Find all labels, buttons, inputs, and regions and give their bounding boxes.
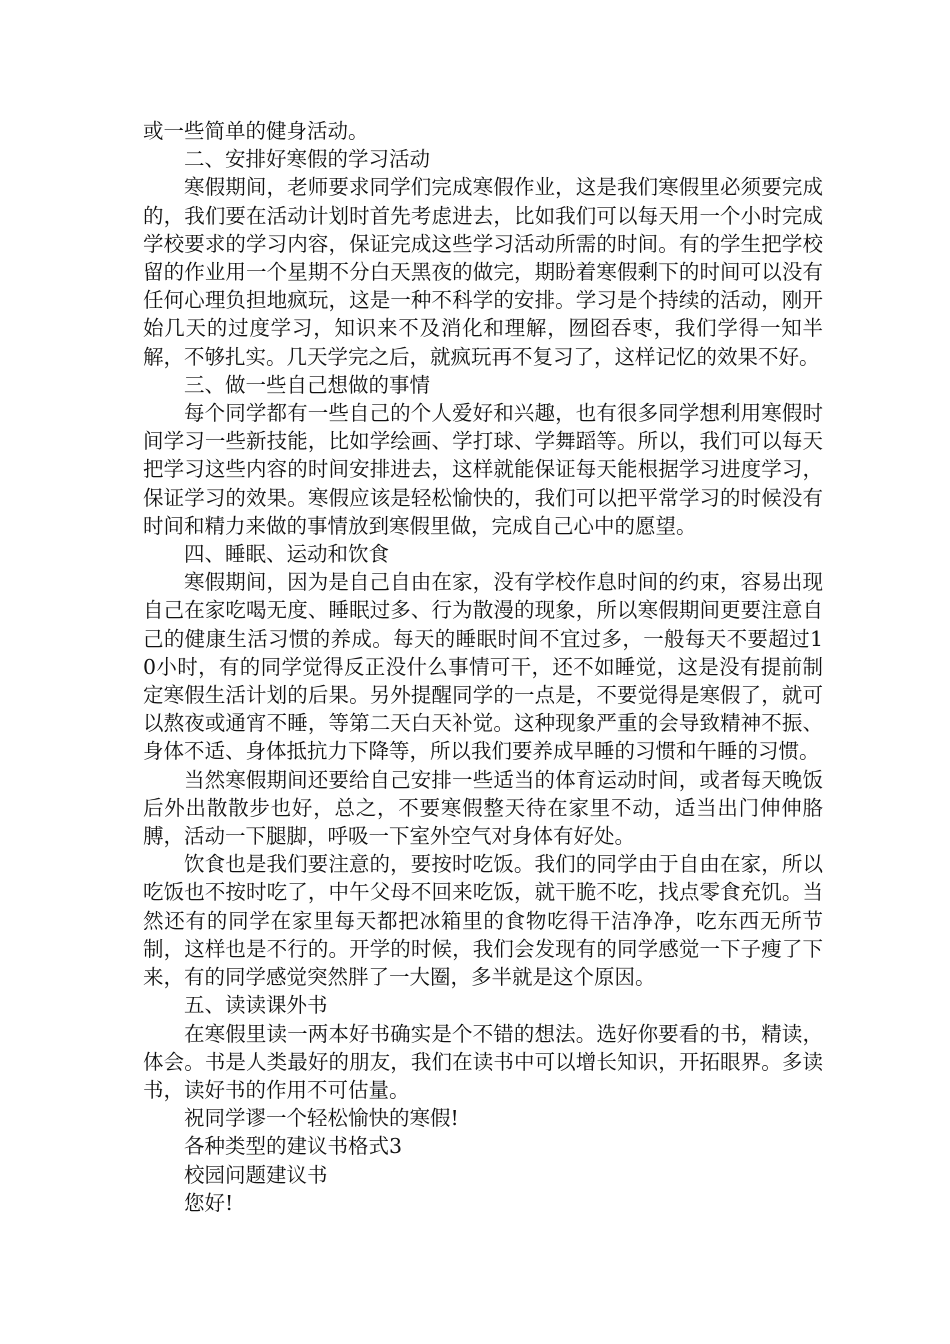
letter-greeting: 您好! <box>184 1190 234 1215</box>
paragraph-exercise: 当然寒假期间还要给自己安排一些适当的体育运动时间，或者每天晚饭后外出散散步也好，总之，不要寒假整天待在家里不动，适当出门伸伸胳膊，活动一下腿脚，呼吸一下室外空气对身体有好处。 <box>143 767 823 849</box>
paragraph-sleep: 寒假期间，因为是自己自由在家，没有学校作息时间的约束，容易出现自己在家吃喝无度、睡眠过多、行为散漫的现象，所以寒假期间更要注意自己的健康生活习惯的养成。每天的睡眠时间不宜过多，一般每天不要超过10小时，有的同学觉得反正没什么事情可干，还不如睡觉，这是没有提前制定寒假生活计划的后果。另外提醒同学的一点是，不要觉得是寒假了，就可以熬夜或通宵不睡，等第二天白天补觉。这种现象严重的会导致精神不振、身体不适、身体抵抗力下降等，所以我们要养成早睡的习惯和午睡的习惯。 <box>143 570 823 764</box>
section-heading-reading: 五、读读课外书 <box>184 993 328 1018</box>
paragraph-reading: 在寒假里读一两本好书确实是个不错的想法。选好你要看的书，精读，体会。书是人类最好的朋友，我们在读书中可以增长知识，开拓眼界。多读书，读好书的作用不可估量。 <box>143 1021 823 1102</box>
paragraph-study: 寒假期间，老师要求同学们完成寒假作业，这是我们寒假里必须要完成的，我们要在活动计划时首先考虑进去，比如我们可以每天用一个小时完成学校要求的学习内容，保证完成这些学习活动所需的时间。有的学生把学校留的作业用一个星期不分白天黑夜的做完，期盼着寒假剩下的时间可以没有任何心理负担地疯玩，这是一种不科学的安排。学习是个持续的活动，刚开始几天的过度学习，知识来不及消化和理解，囫囵吞枣，我们学得一知半解，不够扎实。几天学完之后，就疯玩再不复习了，这样记忆的效果不好。 <box>143 175 823 369</box>
paragraph-continuation: 或一些简单的健身活动。 <box>143 119 369 143</box>
section-heading-hobbies: 三、做一些自己想做的事情 <box>184 372 430 397</box>
closing-wish: 祝同学谬一个轻松愉快的寒假! <box>184 1106 459 1131</box>
paragraph-hobbies: 每个同学都有一些自己的个人爱好和兴趣，也有很多同学想利用寒假时间学习一些新技能，比如学绘画、学打球、学舞蹈等。所以，我们可以每天把学习这些内容的时间安排进去，这样就能保证每天能根据学习进度学习，保证学习的效果。寒假应该是轻松愉快的，我们可以把平常学习的时候没有时间和精力来做的事情放到寒假里做，完成自己心中的愿望。 <box>143 401 823 538</box>
section-heading-health: 四、睡眠、运动和饮食 <box>184 542 389 567</box>
document-page <box>143 117 823 1217</box>
section-heading-study: 二、安排好寒假的学习活动 <box>184 147 430 172</box>
letter-title: 校园问题建议书 <box>184 1162 328 1187</box>
paragraph-diet: 饮食也是我们要注意的，要按时吃饭。我们的同学由于自由在家，所以吃饭也不按时吃了，中午父母不回来吃饭，就干脆不吃，找点零食充饥。当然还有的同学在家里每天都把冰箱里的食物吃得干洁净净，吃东西无所节制，这样也是不行的。开学的时候，我们会发现有的同学感觉一下子瘦了下来，有的同学感觉突然胖了一大圈，多半就是这个原因。 <box>143 852 823 990</box>
format-title: 各种类型的建议书格式3 <box>184 1134 403 1159</box>
